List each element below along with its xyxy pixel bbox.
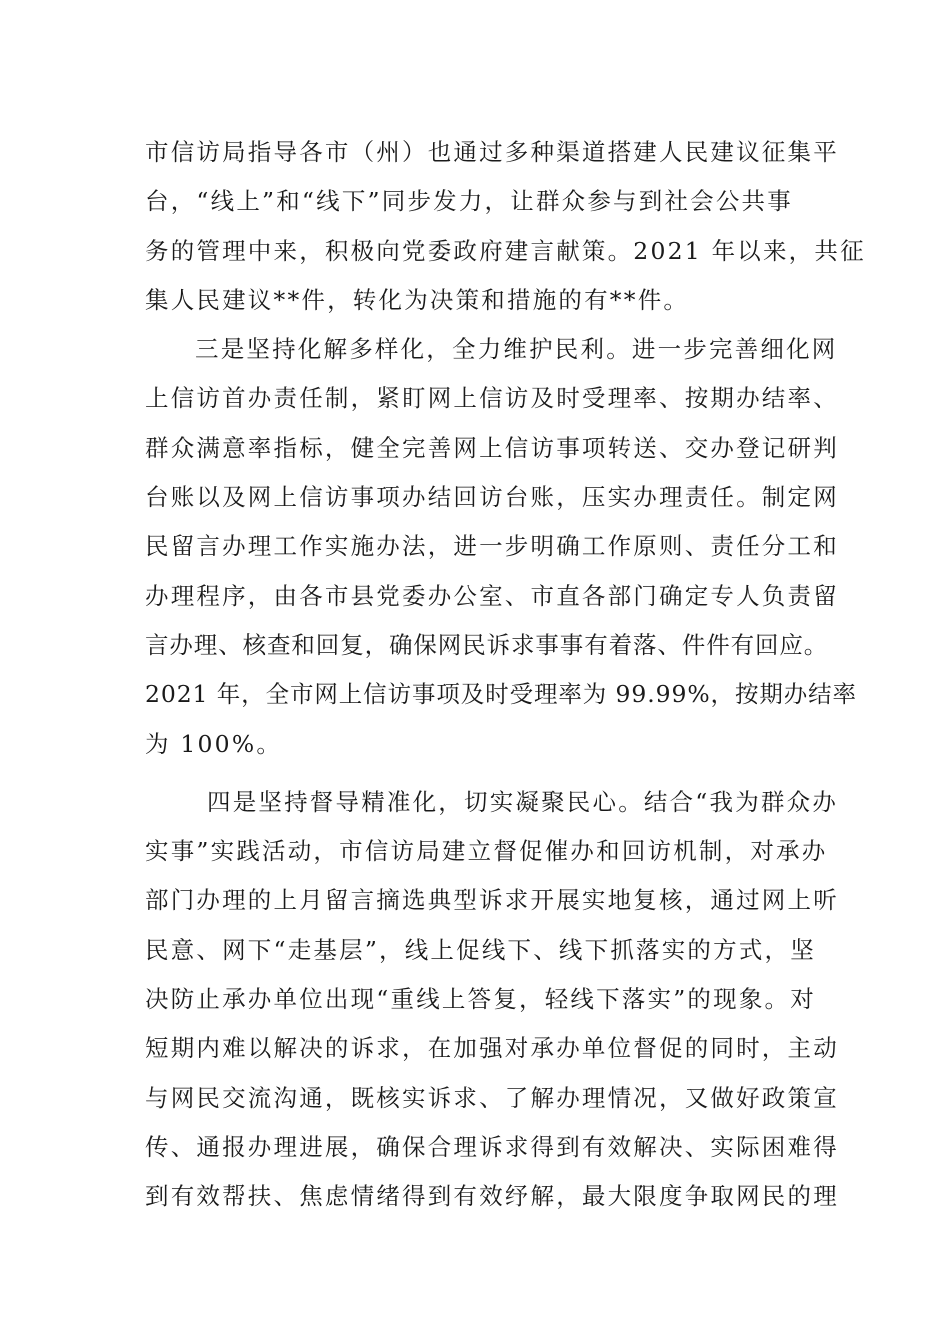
- text-line: 决防止承办单位出现“重线上答复，轻线下落实”的现象。对: [145, 985, 816, 1014]
- text-line: 办理程序，由各市县党委办公室、市直各部门确定专人负责留: [145, 581, 839, 610]
- text-line: 群众满意率指标，健全完善网上信访事项转送、交办登记研判: [145, 433, 839, 462]
- text-line: 台账以及网上信访事项办结回访台账，压实办理责任。制定网: [145, 483, 839, 512]
- text-line: 市信访局指导各市（州）也通过多种渠道搭建人民建议征集平: [145, 138, 839, 166]
- text-line: 民留言办理工作实施办法，进一步明确工作原则、责任分工和: [145, 532, 839, 561]
- document-body: [145, 128, 866, 1222]
- paragraph-heading-line: 四是坚持督导精准化，切实凝聚民心。结合“我为群众办: [207, 787, 839, 816]
- text-line: 台，“线上”和“线下”同步发力，让群众参与到社会公共事: [145, 187, 793, 216]
- text-line: 为 100%。: [145, 729, 283, 758]
- text-line: 短期内难以解决的诉求，在加强对承办单位督促的同时，主动: [145, 1034, 839, 1063]
- text-line: 与网民交流沟通，既核实诉求、了解办理情况，又做好政策宣: [145, 1083, 839, 1112]
- text-line: 到有效帮扶、焦虑情绪得到有效纾解，最大限度争取网民的理: [145, 1182, 839, 1211]
- paragraph-heading-line: 三是坚持化解多样化，全力维护民利。进一步完善细化网: [195, 335, 838, 364]
- text-line: 务的管理中来，积极向党委政府建言献策。2021 年以来，共征: [145, 236, 866, 265]
- paragraph-gap: [145, 769, 825, 778]
- text-line: 传、通报办理进展，确保合理诉求得到有效解决、实际困难得: [145, 1132, 839, 1161]
- text-line: 实事”实践活动，市信访局建立督促催办和回访机制，对承办: [145, 837, 828, 866]
- text-line: 集人民建议**件，转化为决策和措施的有**件。: [145, 285, 690, 314]
- text-line: 民意、网下“走基层”，线上促线下、线下抓落实的方式，坚: [145, 935, 816, 964]
- text-line: 部门办理的上月留言摘选典型诉求开展实地复核，通过网上听: [145, 886, 839, 915]
- text-line: 2021 年，全市网上信访事项及时受理率为 99.99%，按期办结率: [145, 680, 857, 709]
- text-line: 上信访首办责任制，紧盯网上信访及时受理率、按期办结率、: [145, 384, 839, 413]
- text-line: 言办理、核查和回复，确保网民诉求事事有着落、件件有回应。: [145, 630, 829, 659]
